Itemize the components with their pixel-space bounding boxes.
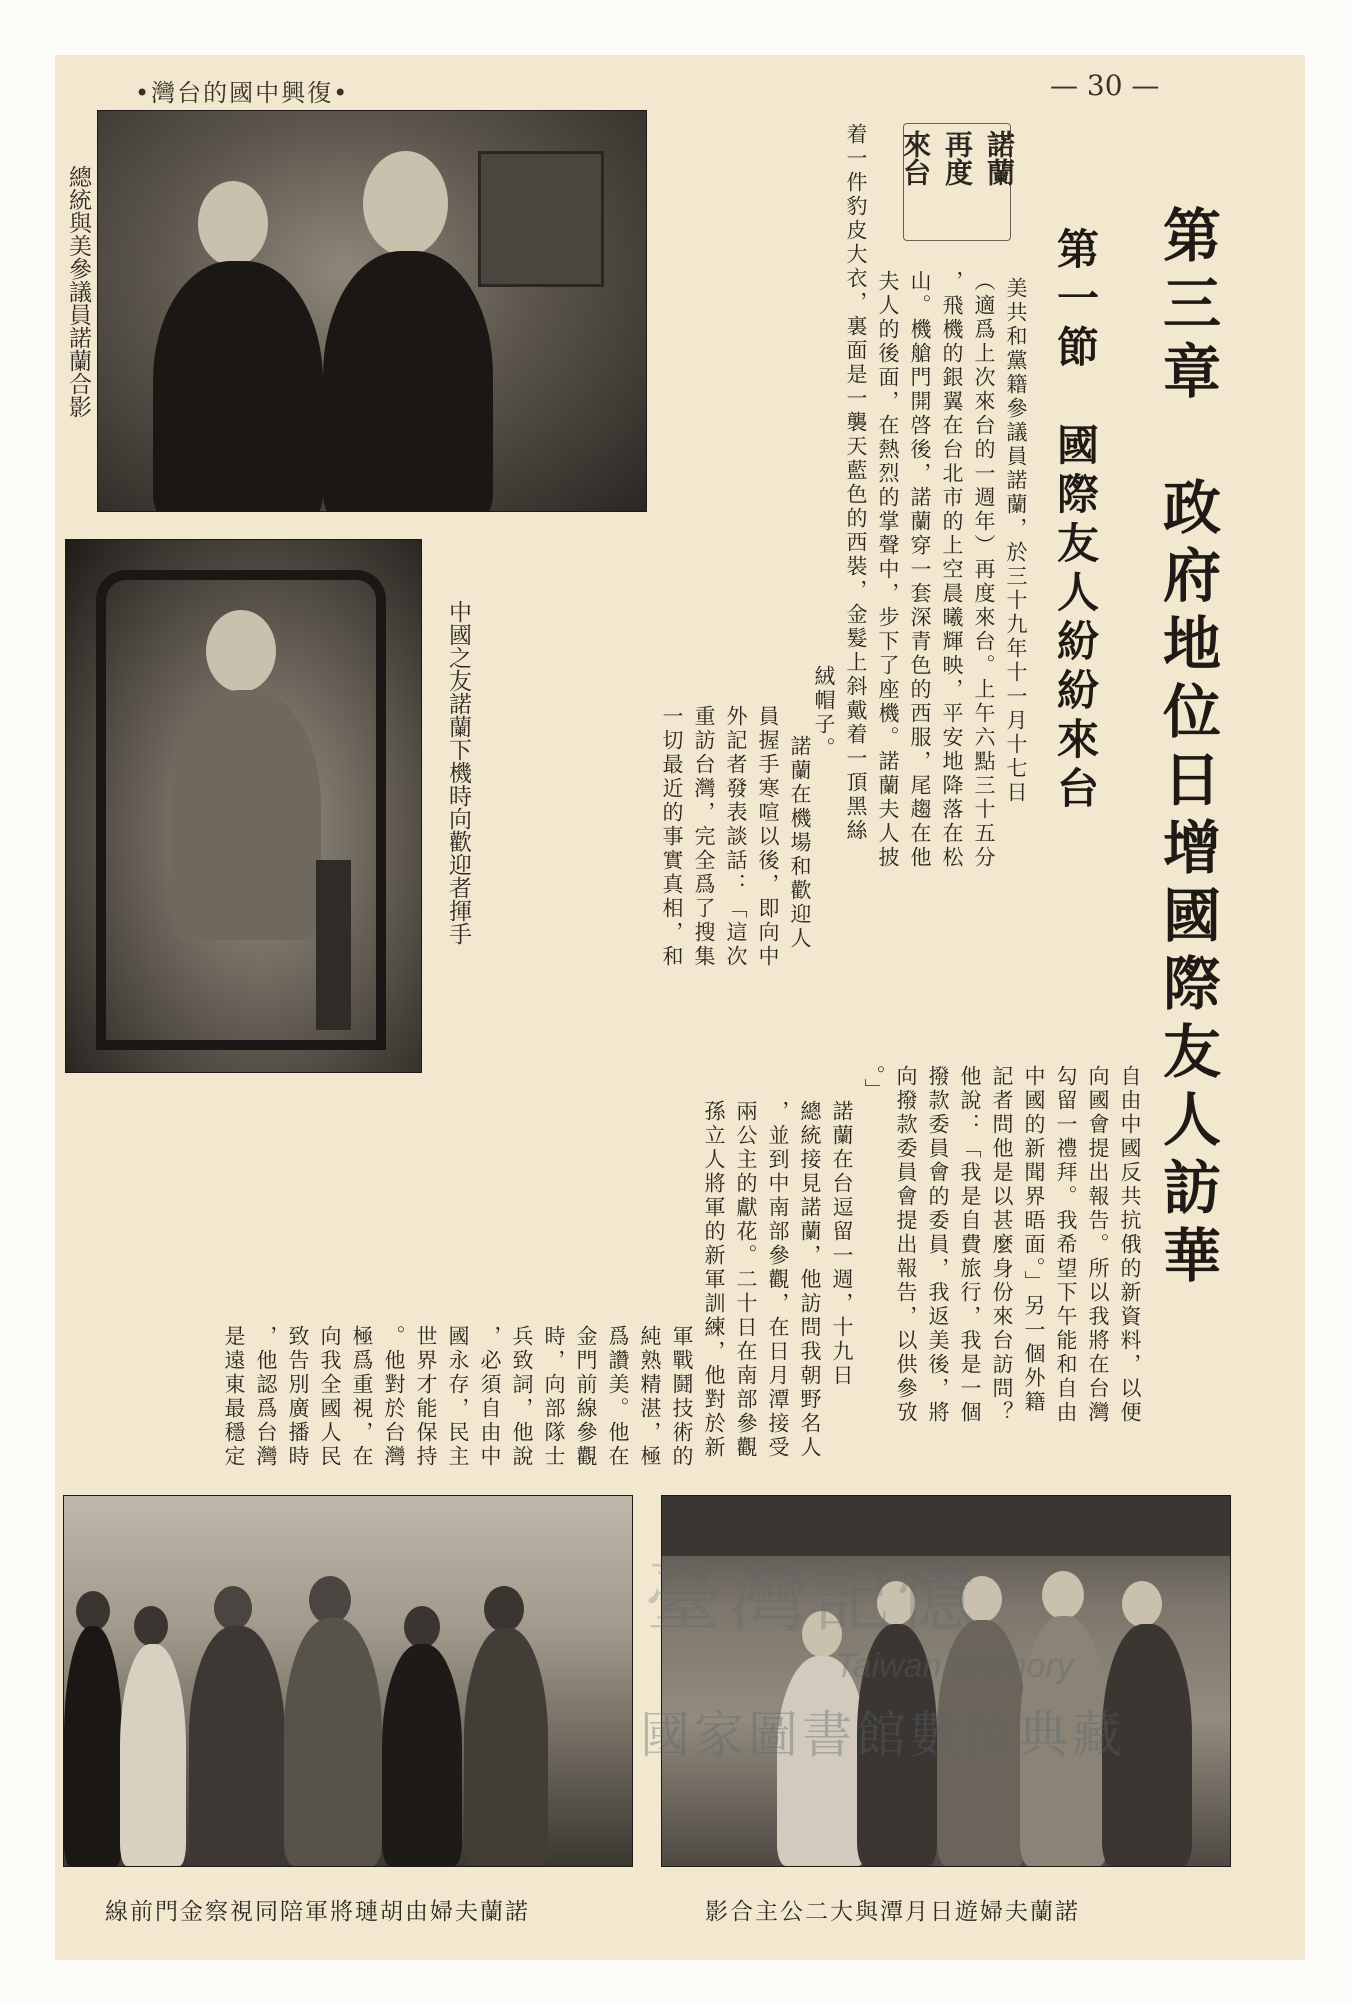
watermark-script: 臺灣記憶: [645, 1553, 982, 1643]
caption-photo3: 線前門金察視同陪軍將璉胡由婦夫蘭諾: [105, 1899, 530, 1925]
body-column: ，他認爲台灣: [254, 1325, 278, 1469]
body-column: 諾蘭在機場和歡迎人: [788, 735, 812, 951]
body-column: 外記者發表談話：「這次: [724, 705, 748, 969]
body-column: 記者問他是以甚麼身份來台訪問？: [990, 1065, 1014, 1425]
page-number: — 30 —: [1050, 69, 1160, 102]
box-label-line: 再度: [941, 130, 974, 186]
body-column: ，飛機的銀翼在台北市的上空晨曦輝映，平安地降落在松: [940, 270, 964, 870]
box-label: [899, 123, 1016, 241]
body-column: 美共和黨籍參議員諾蘭，於三十九年十一月十七日: [1004, 277, 1028, 805]
body-column: 總統接見諾蘭，他訪問我朝野名人: [798, 1100, 822, 1460]
body-column: 世界才能保持: [414, 1325, 438, 1469]
body-column: 孫立人將軍的新軍訓練，他對於新: [702, 1100, 726, 1460]
chapter-title: 第三章 政府地位日增國際友人訪華: [1153, 205, 1221, 1293]
body-column: 。」: [862, 1065, 886, 1103]
body-column: 絨帽子。: [812, 665, 836, 761]
magazine-page: [55, 55, 1305, 1960]
body-column: 夫人的後面，在熱烈的掌聲中，步下了座機。諾蘭夫人披: [876, 270, 900, 870]
body-column: 撥款委員會的委員，我返美後，將: [926, 1065, 950, 1425]
body-column: （適爲上次來台的一週年）再度來台。上午六點三十五分: [972, 270, 996, 870]
photo-president-and-senator: [97, 110, 647, 512]
body-column: ，必須自由中: [478, 1325, 502, 1469]
body-column: 向撥款委員會提出報告，以供參攷: [894, 1065, 918, 1425]
body-column: 向我全國人民: [318, 1325, 342, 1469]
body-column: 中國的新聞界晤面。」另一個外籍: [1022, 1065, 1046, 1415]
caption-photo1: 總統與美參議員諾蘭合影: [65, 165, 91, 418]
caption-photo2: 中國之友諾蘭下機時向歡迎者揮手: [445, 600, 471, 945]
watermark-latin: Taiwan Memory: [835, 1647, 1074, 1685]
body-column: 兩公主的獻花。二十日在南部參觀: [734, 1100, 758, 1460]
body-column: 兵致詞，他說: [510, 1325, 534, 1469]
body-column: 是遠東最穩定: [222, 1325, 246, 1469]
body-column: 金門前線參觀: [574, 1325, 598, 1469]
running-title: •灣台的國中興復•: [135, 79, 350, 107]
body-column: 重訪台灣，完全爲了搜集: [692, 705, 716, 969]
body-column: 自由中國反共抗俄的新資料，以便: [1118, 1065, 1142, 1425]
body-column: 爲讚美。他在: [606, 1325, 630, 1469]
box-label-line: 諾蘭: [983, 130, 1016, 186]
body-column: 向國會提出報告。所以我將在台灣: [1086, 1065, 1110, 1425]
body-column: 致告別廣播時: [286, 1325, 310, 1469]
body-column: 諾蘭在台逗留一週，十九日: [830, 1100, 854, 1388]
body-column: 。他對於台灣: [382, 1325, 406, 1469]
body-column: 極爲重視，在: [350, 1325, 374, 1469]
photo-senator-waving: [65, 539, 422, 1073]
box-label-line: 來台: [899, 130, 932, 186]
watermark-org: 國家圖書館數位典藏: [640, 1706, 1126, 1764]
body-column: 國永存，民主: [446, 1325, 470, 1469]
body-column: 軍戰鬪技術的: [670, 1325, 694, 1469]
body-column: 純熟精湛，極: [638, 1325, 662, 1469]
photo-kinmen-visit: [63, 1495, 633, 1867]
body-column: 時，向部隊士: [542, 1325, 566, 1469]
section-title: 第一節 國際友人紛紛來台: [1051, 227, 1100, 815]
caption-photo4: 影合主公二大與潭月日遊婦夫蘭諾: [705, 1899, 1080, 1925]
body-column: 勾留一禮拜。我希望下午能和自由: [1054, 1065, 1078, 1425]
body-column: 他說：「我是自費旅行，我是一個: [958, 1065, 982, 1425]
body-column: 一切最近的事實真相，和: [660, 705, 684, 969]
body-column: ，並到中南部參觀，在日月潭接受: [766, 1100, 790, 1460]
body-column: 山。機艙門開啓後，諾蘭穿一套深青色的西服，尾趨在他: [908, 270, 932, 870]
body-column: 着一件豹皮大衣，裏面是一襲天藍色的西裝，金髮上斜戴着一頂黑絲: [844, 123, 868, 843]
body-column: 員握手寒喧以後，即向中: [756, 705, 780, 969]
